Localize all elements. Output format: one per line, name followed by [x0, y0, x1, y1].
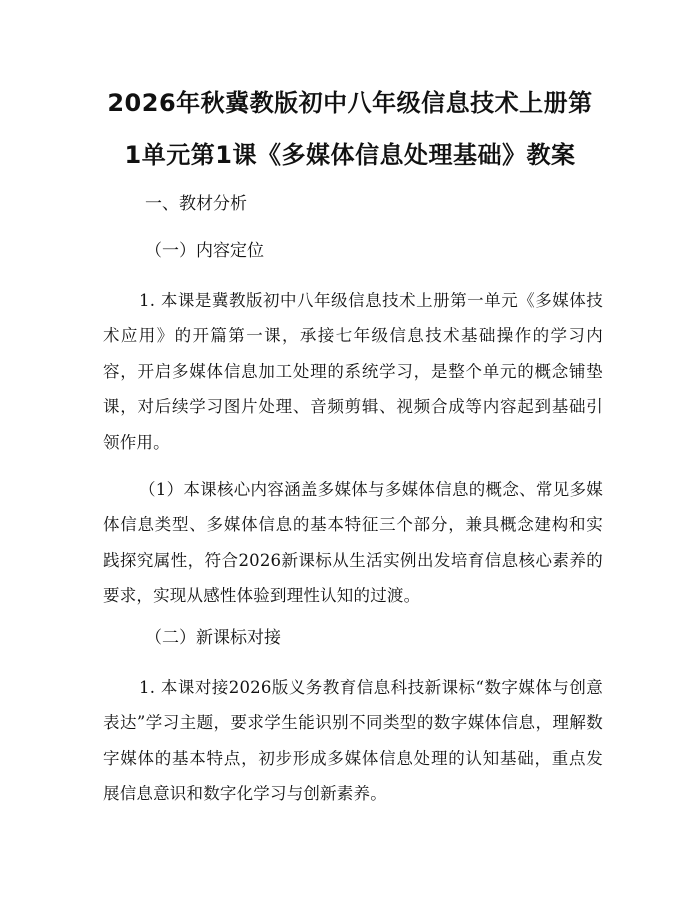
paragraph-core-content: （1）本课核心内容涵盖多媒体与多媒体信息的概念、常见多媒体信息类型、多媒体信息的基本特征三个部分，兼具概念建构和实践探究属性，符合2026新课标从生活实例出发培育信息核心素养的要求，实现从感性体验到理性认知的过渡。: [103, 480, 603, 606]
subsection-heading-curriculum-alignment: （二）新课标对接: [145, 628, 281, 648]
section-heading-textbook-analysis: 一、教材分析: [145, 194, 247, 214]
paragraph-lesson-position: 1. 本课是冀教版初中八年级信息技术上册第一单元《多媒体技术应用》的开篇第一课，承接七年级信息技术基础操作的学习内容，开启多媒体信息加工处理的系统学习，是整个单元的概念铺垫课，对后续学习图片处理、音频剪辑、视频合成等内容起到基础引领作用。: [103, 291, 603, 452]
subsection-heading-content-positioning: （一）内容定位: [145, 241, 264, 261]
paragraph-curriculum-alignment: 1. 本课对接2026版义务教育信息科技新课标“数字媒体与创意表达”学习主题，要求学生能识别不同类型的数字媒体信息，理解数字媒体的基本特点，初步形成多媒体信息处理的认知基础，重点发展信息意识和数字化学习与创新素养。: [103, 678, 603, 804]
document-title-line-2: 1单元第1课《多媒体信息处理基础》教案: [124, 141, 576, 169]
document-title-line-1: 2026年秋冀教版初中八年级信息技术上册第: [107, 89, 593, 117]
